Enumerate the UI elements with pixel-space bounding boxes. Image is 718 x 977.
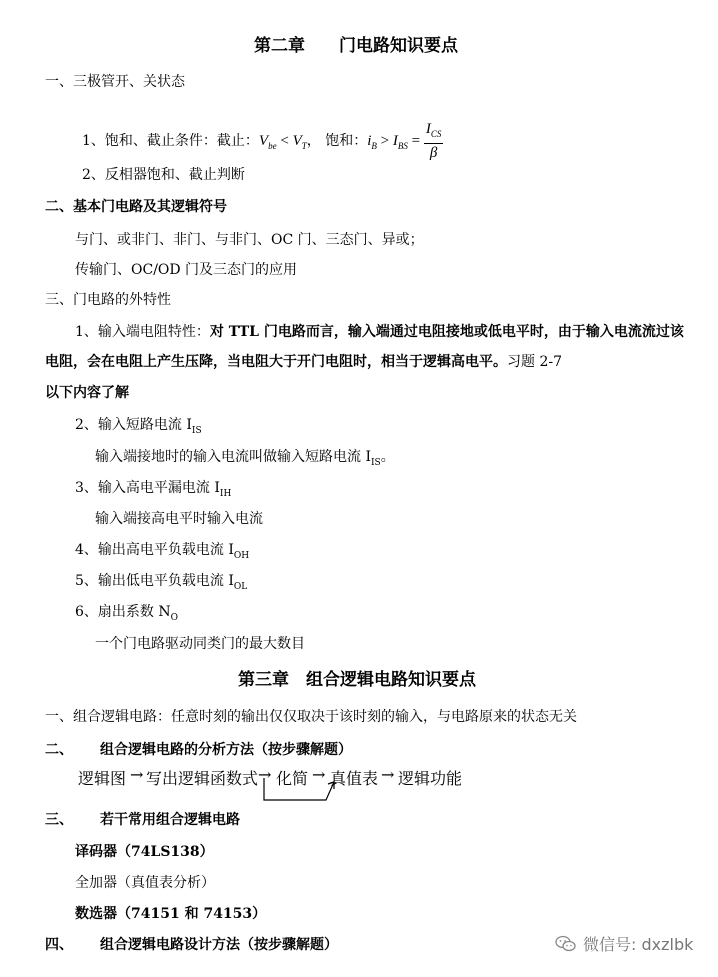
chapter2-title: 第二章 门电路知识要点 [254, 36, 458, 56]
fan-out-desc: 一个门电路驱动同类门的最大数目 [95, 636, 305, 652]
input-resistance-label: 1、输入端电阻特性： [75, 324, 210, 340]
section-heading-design: 四、 [45, 937, 73, 953]
flow-bypass-arrow [258, 776, 338, 806]
watermark-text: 微信号: dxzlbk [583, 935, 694, 954]
flow-step-write-expression: 写出逻辑函数式 [146, 769, 259, 788]
flow-step-logic-diagram: 逻辑图 [78, 769, 127, 788]
section-heading-common-circuits: 三、 [45, 812, 73, 828]
wechat-watermark [555, 932, 693, 955]
input-high-leakage-desc: 输入端接高电平时输入电流 [95, 511, 263, 527]
formula-fraction: $\frac{I_{CS}}{\beta}$ [425, 121, 442, 161]
chapter3-title: 第三章 组合逻辑电路知识要点 [238, 670, 476, 690]
saturation-label: ， 饱和： [306, 133, 368, 149]
input-short-current-desc: 输入端接地时的输入电流叫做输入短路电流 $I_{IS}$。 [95, 449, 395, 468]
combinational-definition: 一、组合逻辑电路：任意时刻的输出仅仅取决于该时刻的输入，与电路原来的状态无关 [45, 709, 577, 725]
gate-applications: 传输门、OC/OD 门及三态门的应用 [75, 262, 298, 278]
fan-out: 6、扇出系数 $N_O$ [75, 604, 178, 623]
flow-step-simplify: 化简 [276, 769, 309, 788]
exercise-reference: 习题 2-7 [507, 354, 562, 370]
multiplexer-item: 数选器（74151 和 74153） [75, 906, 267, 922]
input-resistance-line2 [45, 352, 562, 372]
input-high-leakage-current: 3、输入高电平漏电流 $I_{IH}$ [75, 480, 232, 499]
output-low-load-current: 5、输出低电平负载电流 $I_{OL}$ [75, 573, 248, 592]
output-high-load-current: 4、输出高电平负载电流 $I_{OH}$ [75, 542, 250, 561]
section-heading-external-characteristics: 三、门电路的外特性 [45, 292, 171, 308]
analysis-method-title: 组合逻辑电路的分析方法（按步骤解题） [100, 742, 352, 758]
section-heading-basic-gates: 二、基本门电路及其逻辑符号 [45, 199, 227, 215]
formula-saturation: $i_B > I_{BS}$ = [367, 133, 424, 151]
flow-arrow-2: → [258, 765, 272, 784]
wechat-icon [555, 935, 577, 953]
common-circuits-title: 若干常用组合逻辑电路 [100, 812, 240, 828]
flow-step-truth-table: 真值表 [330, 769, 379, 788]
input-resistance-line1 [75, 322, 684, 342]
input-resistance-text: 对 TTL 门电路而言，输入端通过电阻接地或低电平时，由于输入电流流过该 [209, 324, 684, 340]
formula-cutoff: $V_{be} < V_T$ [258, 133, 307, 151]
decoder-item: 译码器（74LS138） [75, 844, 214, 860]
section-heading-analysis: 二、 [45, 742, 73, 758]
gate-list: 与门、或非门、非门、与非门、OC 门、三态门、异或； [75, 232, 424, 248]
flow-arrow-1: → [130, 765, 144, 784]
section-heading-transistor: 一、三极管开、关状态 [45, 74, 185, 90]
flow-arrow-4: → [381, 765, 395, 784]
input-resistance-text-cont: 电阻，会在电阻上产生压降，当电阻大于开门电阻时，相当于逻辑高电平。 [45, 354, 507, 370]
full-adder-item: 全加器（真值表分析） [75, 875, 215, 891]
design-method-title: 组合逻辑电路设计方法（按步骤解题） [100, 937, 338, 953]
input-short-current: 2、输入短路电流 $I_{IS}$ [75, 417, 202, 436]
flow-arrow-3: → [312, 765, 326, 784]
inverter-judgment: 2、反相器饱和、截止判断 [82, 167, 245, 183]
saturation-cutoff-condition [82, 120, 443, 162]
note-understand: 以下内容了解 [45, 385, 129, 401]
condition-label: 1、饱和、截止条件：截止： [82, 133, 259, 149]
flow-step-logic-function: 逻辑功能 [398, 769, 463, 788]
